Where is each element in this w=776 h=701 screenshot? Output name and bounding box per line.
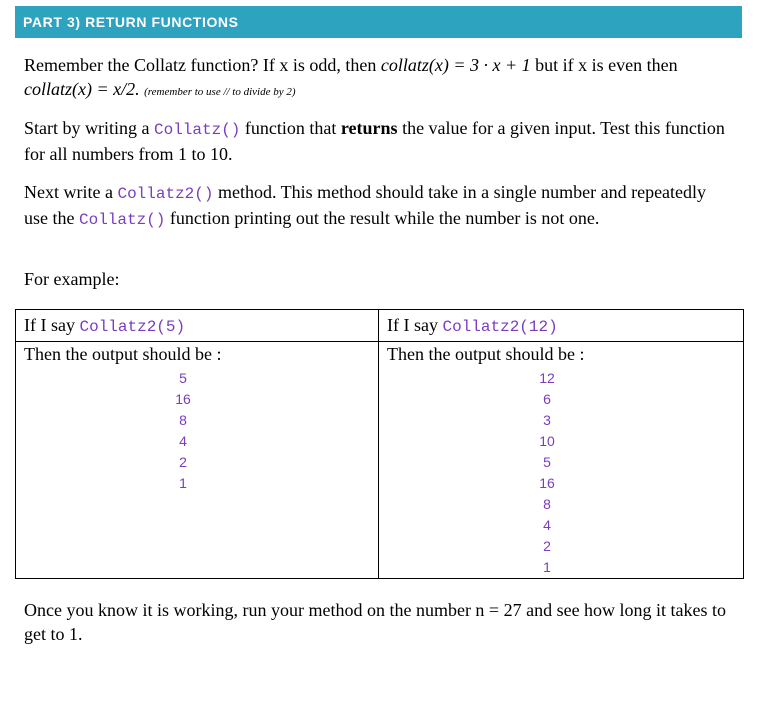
divide-note: (remember to use // to divide by 2) <box>144 86 296 98</box>
example-label: For example: <box>24 269 120 289</box>
example-output-left <box>16 342 379 579</box>
output-value: 4 <box>543 517 551 533</box>
task2-text-b: method. This method should take in a single number and repeatedly use the <box>24 182 707 228</box>
output-value: 2 <box>543 538 551 554</box>
task2-text-a: Next write a <box>24 182 118 202</box>
output-value: 10 <box>539 433 555 449</box>
task1-text-c: the value for a given input. Test this function for all numbers from 1 to 10. <box>24 118 725 164</box>
example-header-right <box>379 310 744 342</box>
intro-text-b: but if x is even then <box>530 55 678 75</box>
collatz2-code: Collatz2() <box>117 185 214 203</box>
task1-text-a: Start by writing a <box>24 118 154 138</box>
closing-paragraph: Once you know it is working, run your method on the number n = 27 and see how long it takes to get to 1. <box>24 600 727 644</box>
output-list-right <box>365 368 729 578</box>
example-table <box>15 309 744 579</box>
collatz-code-ref: Collatz() <box>78 211 166 229</box>
output-value: 8 <box>543 496 551 512</box>
output-value: 6 <box>543 391 551 407</box>
intro-paragraph <box>24 53 734 104</box>
output-label-right: Then the output should be : <box>387 344 585 364</box>
output-value: 8 <box>179 412 187 428</box>
output-value: 12 <box>539 370 555 386</box>
example-header-left <box>16 310 379 342</box>
collatz-odd-formula: collatz(x) = 3 · x + 1 <box>380 55 531 75</box>
returns-bold: returns <box>340 118 398 138</box>
collatz-even-formula: collatz(x) = x/2. <box>24 79 140 99</box>
output-list-left <box>2 368 364 494</box>
output-value: 5 <box>179 370 187 386</box>
output-label-left: Then the output should be : <box>24 344 222 364</box>
section-banner <box>15 6 742 38</box>
example-call-left: Collatz2(5) <box>79 318 186 336</box>
output-value: 16 <box>539 475 555 491</box>
task2-text-c: function printing out the result while the number is not one. <box>165 208 600 228</box>
task1-paragraph <box>24 116 734 166</box>
task2-paragraph <box>24 180 734 232</box>
example-call-right: Collatz2(12) <box>442 318 558 336</box>
task1-text-b: function that <box>240 118 341 138</box>
say-prefix: If I say <box>24 315 80 335</box>
output-value: 3 <box>543 412 551 428</box>
output-value: 5 <box>543 454 551 470</box>
output-value: 16 <box>175 391 191 407</box>
section-title: PART 3) RETURN FUNCTIONS <box>23 14 239 30</box>
say-prefix: If I say <box>387 315 443 335</box>
output-value: 1 <box>179 475 187 491</box>
intro-text-a: Remember the Collatz function? If x is odd, then <box>24 55 381 75</box>
example-output-right <box>379 342 744 579</box>
output-value: 4 <box>179 433 187 449</box>
collatz-code: Collatz() <box>153 121 241 139</box>
output-value: 2 <box>179 454 187 470</box>
output-value: 1 <box>543 559 551 575</box>
